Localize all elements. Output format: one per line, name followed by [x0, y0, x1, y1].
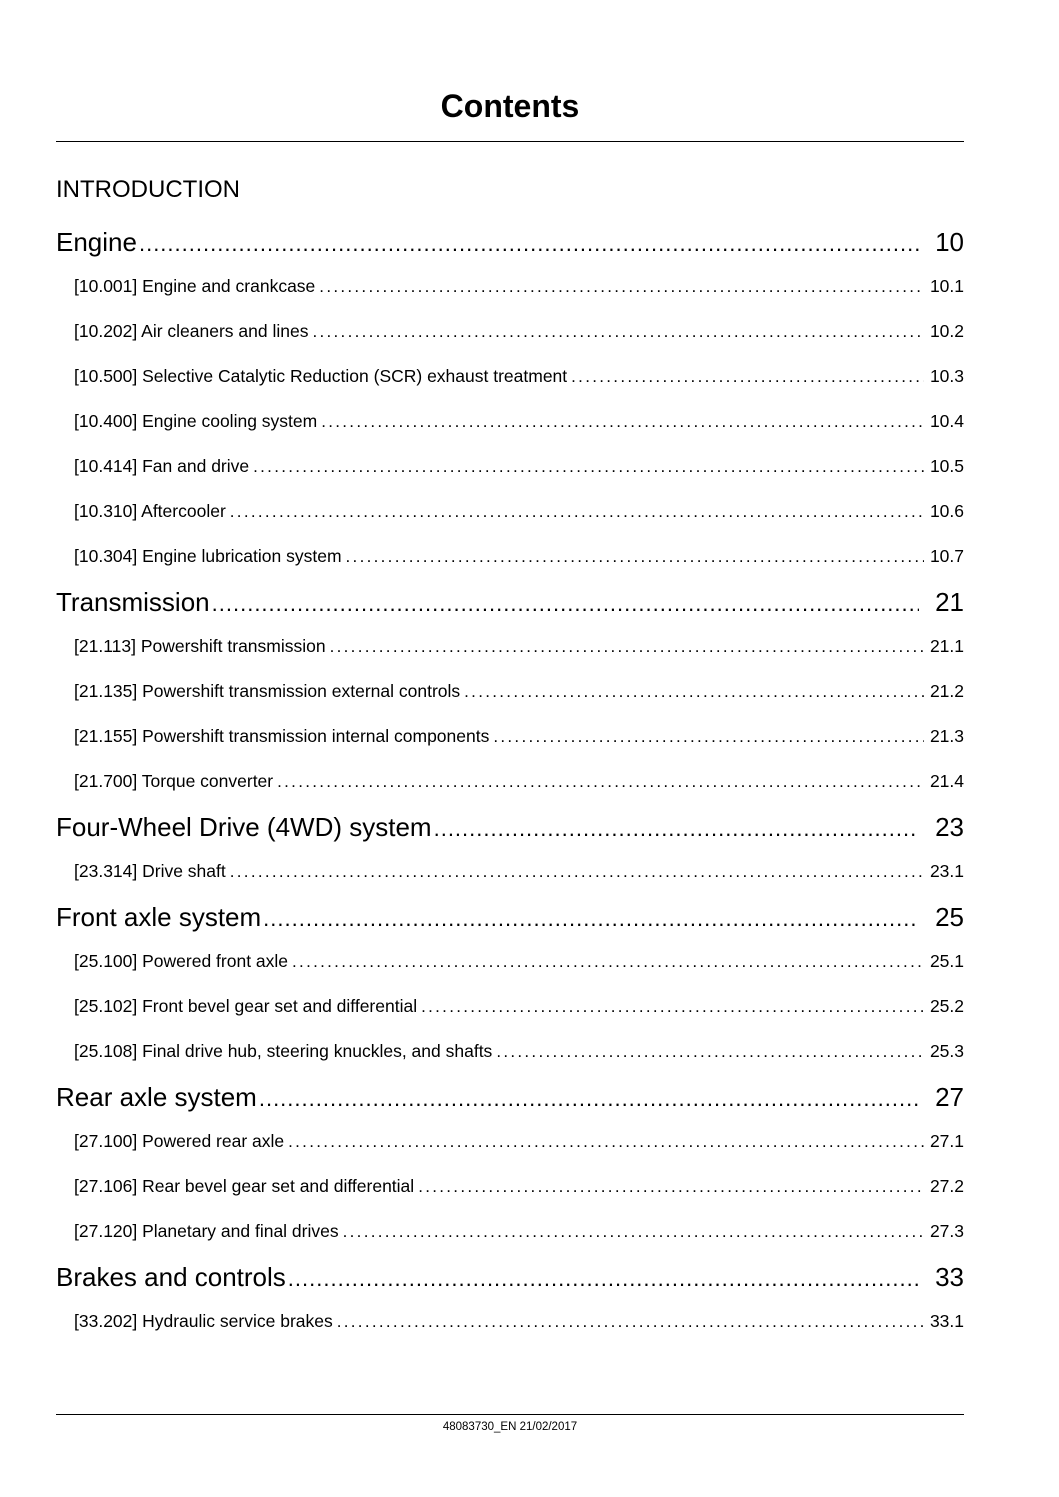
toc-section-entry[interactable] — [56, 539, 964, 584]
toc-chapter-entry[interactable] — [56, 584, 964, 629]
toc-section-entry-page-number: 33.1 — [929, 1311, 964, 1331]
toc-chapter-entry-label: Brakes and controls — [56, 1262, 286, 1292]
toc-section-entry-page-number: 10.2 — [929, 321, 964, 341]
dot-leader — [493, 720, 924, 754]
toc-section-entry[interactable] — [56, 629, 964, 674]
toc-section-entry-page-number: 10.3 — [929, 366, 964, 386]
intro-heading[interactable]: INTRODUCTION — [56, 176, 240, 203]
toc-section-entry[interactable] — [56, 1214, 964, 1259]
dot-leader — [418, 1170, 924, 1204]
dot-leader — [253, 450, 924, 484]
toc-section-entry-label: [10.001] Engine and crankcase — [74, 276, 316, 296]
toc-section-entry[interactable] — [56, 989, 964, 1034]
toc-section-entry[interactable] — [56, 404, 964, 449]
toc-section-entry-page-number: 27.3 — [929, 1221, 964, 1241]
toc-section-entry[interactable] — [56, 854, 964, 899]
toc-chapter-entry-label: Front axle system — [56, 902, 262, 932]
dot-leader — [421, 990, 924, 1024]
toc-section-entry-label: [25.108] Final drive hub, steering knuckles, and shafts — [74, 1041, 493, 1061]
dot-leader — [288, 1125, 924, 1159]
dot-leader — [496, 1035, 924, 1069]
toc-chapter-entry-page-number: 23 — [935, 812, 964, 842]
toc-section-entry[interactable] — [56, 494, 964, 539]
dot-leader — [330, 630, 924, 664]
toc-section-entry-page-number: 25.1 — [929, 951, 964, 971]
toc-section-entry[interactable] — [56, 359, 964, 404]
toc-section-entry-label: [27.120] Planetary and final drives — [74, 1221, 339, 1241]
page-title: Contents — [440, 88, 580, 124]
toc-chapter-entry-label: Rear axle system — [56, 1082, 257, 1112]
toc-section-entry-label: [21.700] Torque converter — [74, 771, 274, 791]
dot-leader — [230, 495, 924, 529]
toc-section-entry-label: [27.106] Rear bevel gear set and differential — [74, 1176, 415, 1196]
toc-section-entry-page-number: 10.7 — [929, 546, 964, 566]
toc-section-entry-label: [21.155] Powershift transmission internal components — [74, 726, 490, 746]
dot-leader — [263, 901, 919, 937]
dot-leader — [288, 1261, 919, 1297]
toc-section-entry-label: [10.304] Engine lubrication system — [74, 546, 342, 566]
dot-leader — [319, 270, 924, 304]
toc-section-entry-page-number: 25.2 — [929, 996, 964, 1016]
toc-section-entry[interactable] — [56, 449, 964, 494]
toc-chapter-entry-page-number: 25 — [935, 902, 964, 932]
toc-chapter-entry-label: Engine — [56, 227, 137, 257]
dot-leader — [277, 765, 924, 799]
dot-leader — [321, 405, 924, 439]
toc-section-entry[interactable] — [56, 1169, 964, 1214]
toc-section-entry-label: [25.100] Powered front axle — [74, 951, 289, 971]
dot-leader — [212, 586, 919, 622]
dot-leader — [343, 1215, 924, 1249]
dot-leader — [230, 855, 924, 889]
dot-leader — [259, 1081, 919, 1117]
toc-section-entry-label: [27.100] Powered rear axle — [74, 1131, 285, 1151]
dot-leader — [139, 226, 919, 262]
toc-section-entry-page-number: 27.1 — [929, 1131, 964, 1151]
toc-section-entry-label: [10.310] Aftercooler — [74, 501, 226, 521]
toc-chapter-entry[interactable] — [56, 1259, 964, 1304]
dot-leader — [464, 675, 924, 709]
toc-chapter-entry[interactable] — [56, 224, 964, 269]
toc-section-entry[interactable] — [56, 944, 964, 989]
footer-doc-id: 48083730_EN 21/02/2017 — [442, 1421, 578, 1433]
footer-divider — [56, 1414, 964, 1415]
toc-section-entry-page-number: 10.4 — [929, 411, 964, 431]
dot-leader — [571, 360, 924, 394]
toc-section-entry[interactable] — [56, 314, 964, 359]
toc-section-entry[interactable] — [56, 1304, 964, 1349]
toc-section-entry[interactable] — [56, 764, 964, 809]
toc-section-entry-page-number: 25.3 — [929, 1041, 964, 1061]
toc-section-entry[interactable] — [56, 1124, 964, 1169]
toc-section-entry-page-number: 21.2 — [929, 681, 964, 701]
title-divider — [56, 141, 964, 142]
toc-chapter-entry-page-number: 10 — [935, 227, 964, 257]
toc-section-entry-label: [10.202] Air cleaners and lines — [74, 321, 309, 341]
toc-section-entry[interactable] — [56, 674, 964, 719]
dot-leader — [292, 945, 924, 979]
document-page — [56, 0, 964, 1497]
toc-chapter-entry-label: Four-Wheel Drive (4WD) system — [56, 812, 432, 842]
toc-section-entry-page-number: 21.1 — [929, 636, 964, 656]
toc-chapter-entry[interactable] — [56, 899, 964, 944]
dot-leader — [346, 540, 924, 574]
toc-section-entry-label: [23.314] Drive shaft — [74, 861, 226, 881]
toc-section-entry-page-number: 21.4 — [929, 771, 964, 791]
dot-leader — [312, 315, 923, 349]
table-of-contents — [56, 224, 964, 1349]
toc-chapter-entry[interactable] — [56, 809, 964, 854]
toc-chapter-entry-page-number: 33 — [935, 1262, 964, 1292]
toc-section-entry[interactable] — [56, 719, 964, 764]
toc-chapter-entry-page-number: 21 — [935, 587, 964, 617]
toc-section-entry-label: [33.202] Hydraulic service brakes — [74, 1311, 333, 1331]
toc-section-entry-label: [25.102] Front bevel gear set and differential — [74, 996, 418, 1016]
toc-chapter-entry-page-number: 27 — [935, 1082, 964, 1112]
dot-leader — [434, 811, 919, 847]
toc-section-entry-label: [21.135] Powershift transmission external controls — [74, 681, 461, 701]
toc-section-entry-page-number: 10.5 — [929, 456, 964, 476]
toc-chapter-entry-label: Transmission — [56, 587, 210, 617]
toc-section-entry-page-number: 10.6 — [929, 501, 964, 521]
toc-section-entry[interactable] — [56, 269, 964, 314]
dot-leader — [337, 1305, 924, 1339]
toc-section-entry-page-number: 27.2 — [929, 1176, 964, 1196]
toc-section-entry-page-number: 21.3 — [929, 726, 964, 746]
toc-chapter-entry[interactable] — [56, 1079, 964, 1124]
toc-section-entry[interactable] — [56, 1034, 964, 1079]
toc-section-entry-label: [10.500] Selective Catalytic Reduction (SCR) exhaust treatment — [74, 366, 568, 386]
toc-section-entry-page-number: 10.1 — [929, 276, 964, 296]
toc-section-entry-label: [21.113] Powershift transmission — [74, 636, 326, 656]
toc-section-entry-page-number: 23.1 — [929, 861, 964, 881]
toc-section-entry-label: [10.400] Engine cooling system — [74, 411, 318, 431]
toc-section-entry-label: [10.414] Fan and drive — [74, 456, 250, 476]
